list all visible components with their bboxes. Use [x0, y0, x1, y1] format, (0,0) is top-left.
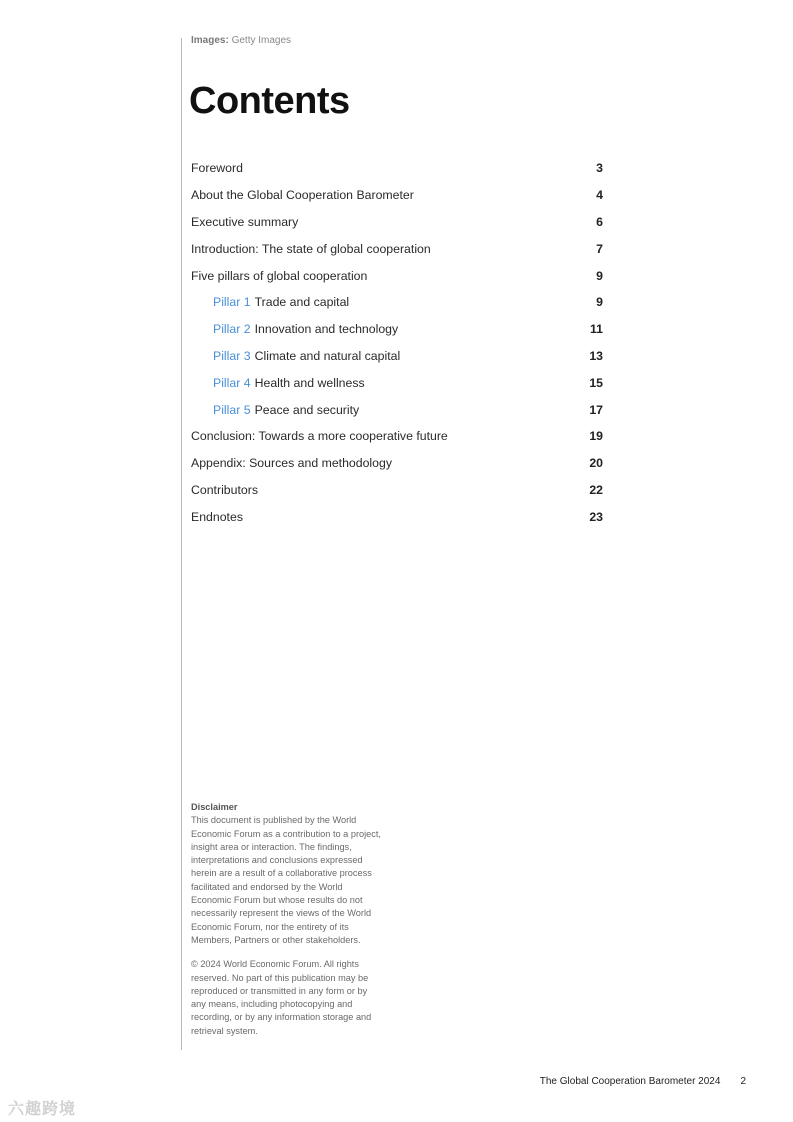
toc-entry[interactable]	[191, 450, 603, 477]
toc-entry-label: Climate and natural capital	[254, 348, 401, 363]
toc-pillar-prefix: Pillar 5	[213, 402, 251, 417]
margin-rule	[181, 38, 182, 1050]
toc-page-number: 19	[589, 429, 603, 444]
toc-entry[interactable]	[191, 209, 603, 236]
toc-entry-title	[191, 429, 448, 443]
table-of-contents	[191, 155, 603, 530]
toc-entry-label: Introduction: The state of global cooperation	[191, 241, 431, 256]
toc-entry-label: Innovation and technology	[254, 322, 399, 337]
toc-entry-label: Peace and security	[254, 402, 360, 417]
watermark-logo: 六趣跨境	[8, 1101, 77, 1118]
disclaimer-heading: Disclaimer	[191, 802, 238, 812]
toc-entry-label: Conclusion: Towards a more cooperative future	[191, 429, 448, 444]
image-credit	[191, 35, 291, 46]
toc-entry-label: Appendix: Sources and methodology	[191, 456, 392, 471]
toc-page-number: 22	[589, 482, 603, 497]
toc-entry-label: Endnotes	[191, 509, 243, 524]
toc-pillar-prefix: Pillar 3	[213, 348, 251, 363]
toc-entry[interactable]	[191, 316, 603, 343]
toc-entry[interactable]	[191, 262, 603, 289]
toc-entry[interactable]	[191, 235, 603, 262]
toc-entry[interactable]	[191, 477, 603, 504]
toc-entry-title	[213, 349, 400, 363]
toc-page-number: 4	[596, 188, 603, 203]
toc-page-number: 9	[596, 268, 603, 283]
toc-pillar-prefix: Pillar 4	[213, 375, 251, 390]
toc-entry[interactable]	[191, 503, 603, 530]
toc-entry-label: Contributors	[191, 482, 258, 497]
page-footer	[540, 1076, 746, 1087]
toc-entry-label: Health and wellness	[254, 375, 365, 390]
toc-page-number: 20	[589, 456, 603, 471]
toc-entry[interactable]	[191, 155, 603, 182]
image-credit-value: Getty Images	[231, 35, 292, 46]
toc-entry[interactable]	[191, 369, 603, 396]
toc-entry-label: Foreword	[191, 161, 243, 176]
toc-entry-label: Trade and capital	[254, 295, 350, 310]
image-credit-label: Images:	[191, 35, 229, 46]
toc-entry-title	[191, 456, 392, 470]
disclaimer-body: This document is published by the World Economic Forum as a contribution to a project, insight area or interaction. The findings, interpretations and conclusions expressed herein are a result of a collaborative process facilitated and endorsed by the World Economic Forum but whose results do not necessarily represent the views of the World Economic Forum, nor the entirety of its Members, Partners or other stakeholders.	[191, 815, 381, 945]
toc-page-number: 11	[590, 322, 603, 337]
toc-entry-title	[191, 510, 243, 524]
toc-page-number: 15	[589, 375, 603, 390]
toc-entry[interactable]	[191, 423, 603, 450]
toc-entry-title	[213, 403, 359, 417]
toc-entry-title	[213, 376, 365, 390]
toc-entry-title	[191, 215, 298, 229]
toc-pillar-prefix: Pillar 1	[213, 295, 251, 310]
toc-entry[interactable]	[191, 182, 603, 209]
toc-page-number: 3	[596, 161, 603, 176]
toc-entry[interactable]	[191, 289, 603, 316]
toc-page-number: 9	[596, 295, 603, 310]
toc-entry-label: Five pillars of global cooperation	[191, 268, 368, 283]
toc-pillar-prefix: Pillar 2	[213, 322, 251, 337]
toc-entry[interactable]	[191, 396, 603, 423]
toc-entry-title	[191, 188, 414, 202]
toc-entry-title	[191, 483, 258, 497]
footer-page-number: 2	[740, 1076, 746, 1087]
copyright-notice: © 2024 World Economic Forum. All rights reserved. No part of this publication may be reproduced or transmitted in any form or by any means, including photocopying and recording, or by any information storage and retrieval system.	[191, 959, 372, 1036]
toc-entry-title	[191, 242, 431, 256]
page-title: Contents	[189, 80, 350, 122]
footer-report-title: The Global Cooperation Barometer 2024	[539, 1076, 721, 1087]
toc-entry-label: About the Global Cooperation Barometer	[191, 188, 414, 203]
toc-page-number: 13	[589, 348, 603, 363]
toc-entry-title	[213, 295, 349, 309]
toc-page-number: 7	[596, 241, 603, 256]
toc-entry-label: Executive summary	[191, 214, 299, 229]
toc-page-number: 23	[589, 509, 603, 524]
toc-entry-title	[191, 161, 243, 175]
toc-entry[interactable]	[191, 343, 603, 370]
toc-entry-title	[213, 322, 398, 336]
toc-page-number: 6	[596, 214, 603, 229]
toc-entry-title	[191, 269, 367, 283]
toc-page-number: 17	[589, 402, 603, 417]
disclaimer	[191, 801, 381, 1049]
